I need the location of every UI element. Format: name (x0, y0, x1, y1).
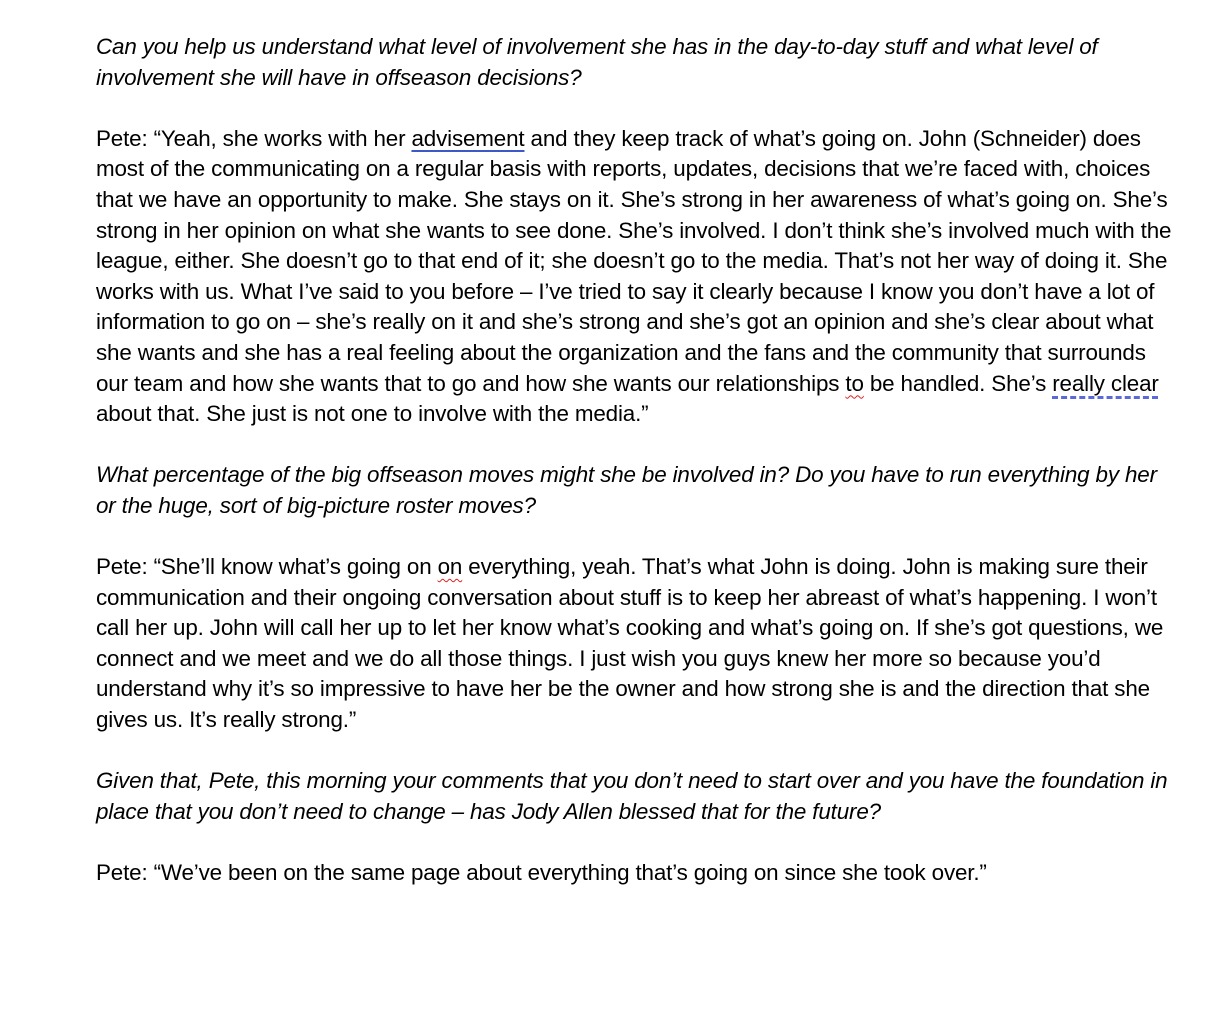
answer-1-text-c: be handled. She’s (863, 370, 1053, 396)
answer-2-text-b: everything, yeah. That’s what John is doing. John is making sure their communication and their ongoing conversation about stuff is to keep her abreast of what’s happening. I won’t call her up. John will call her up to let her know what’s cooking and what’s going on. If she’s got questions, we connect and we meet and we do all those things. I just wish you guys knew her more so because you’d understand why it’s so impressive to have her be the owner and how strong she is and the direction that she gives us. It’s really strong.” (96, 554, 1164, 733)
question-2: What percentage of the big offseason moves might she be involved in? Do you have to run everything by her or the huge, sort of big-picture roster moves? (96, 462, 1157, 518)
question-1: Can you help us understand what level of involvement she has in the day-to-day stuff and what level of involvement she will have in offseason decisions? (96, 34, 1098, 90)
answer-3: Pete: “We’ve been on the same page about everything that’s going on since she took over.” (96, 860, 987, 886)
grammar-flag-advisement[interactable]: advisement (411, 125, 525, 151)
document-page (96, 32, 1176, 919)
spelling-flag-on[interactable]: on (437, 554, 463, 580)
answer-2-text-a: Pete: “She’ll know what’s going on (96, 554, 438, 580)
answer-2 (96, 552, 1176, 736)
question-3: Given that, Pete, this morning your comments that you don’t need to start over and you have the foundation in place that you don’t need to change – has Jody Allen blessed that for the future? (96, 768, 1168, 824)
answer-1 (96, 124, 1176, 430)
answer-1-text-b: and they keep track of what’s going on. John (Schneider) does most of the communicating on a regular basis with reports, updates, decisions that we’re faced with, choices that we have an opportunity to make. She stays on it. She’s strong in her awareness of what’s going on. She’s strong in her opinion on what she wants to see done. She’s involved. I don’t think she’s involved much with the league, either. She doesn’t go to that end of it; she doesn’t go to the media. That’s not her way of doing it. She works with us. What I’ve said to you before – I’ve tried to say it clearly because I know you don’t have a lot of information to go on – she’s really on it and she’s strong and she’s got an opinion and she’s clear about what she wants and she has a real feeling about the organization and the fans and the community that surrounds our team and how she wants that to go and how she wants our relationships (96, 125, 1172, 396)
style-flag-really-clear[interactable]: really clear (1052, 370, 1159, 396)
spelling-flag-to[interactable]: to (845, 370, 864, 396)
answer-1-text-a: Pete: “Yeah, she works with her (96, 125, 412, 151)
answer-1-text-d: about that. She just is not one to involve with the media.” (96, 401, 649, 427)
